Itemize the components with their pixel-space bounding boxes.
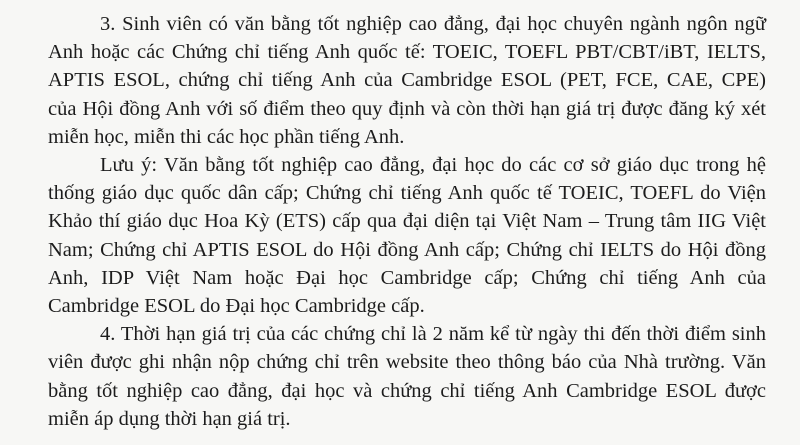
text-line: 3. Sinh viên có văn bằng tốt nghiệp cao đẳng, đại học chuyên ngành ngôn ngữ	[100, 13, 766, 35]
text-line: 4. Thời hạn giá trị của các chứng chỉ là 2 năm kể từ ngày thi đến thời điểm sinh	[100, 323, 766, 346]
text-line: miễn học, miễn thi các học phần tiếng Anh.	[48, 125, 405, 148]
text-line: viên được ghi nhận nộp chứng chỉ trên website theo thông báo của Nhà trường. Văn	[48, 351, 766, 374]
text-line: miễn áp dụng thời hạn giá trị.	[48, 407, 291, 430]
text-line: APTIS ESOL, chứng chỉ tiếng Anh của Cambridge ESOL (PET, FCE, CAE, CPE)	[48, 69, 766, 92]
text-line: bằng tốt nghiệp cao đẳng, đại học và chứng chỉ tiếng Anh Cambridge ESOL được	[48, 379, 766, 402]
paragraph-item-4	[48, 320, 776, 433]
paragraph-note	[48, 151, 776, 320]
text-line: Anh, IDP Việt Nam hoặc Đại học Cambridge cấp; Chứng chỉ tiếng Anh của	[48, 266, 766, 289]
text-line: Cambridge ESOL do Đại học Cambridge cấp.	[48, 295, 425, 318]
text-line: Anh hoặc các Chứng chỉ tiếng Anh quốc tế: TOEIC, TOEFL PBT/CBT/iBT, IELTS,	[48, 41, 766, 64]
paragraph-item-3	[48, 10, 776, 151]
text-line: Lưu ý: Văn bằng tốt nghiệp cao đẳng, đại học do các cơ sở giáo dục trong hệ	[100, 154, 766, 177]
text-line: Khảo thí giáo dục Hoa Kỳ (ETS) cấp qua đại diện tại Việt Nam – Trung tâm IIG Việt	[48, 210, 766, 233]
text-line: thống giáo dục quốc dân cấp; Chứng chỉ tiếng Anh quốc tế TOEIC, TOEFL do Viện	[48, 182, 766, 205]
text-line: Nam; Chứng chỉ APTIS ESOL do Hội đồng Anh cấp; Chứng chỉ IELTS do Hội đồng	[48, 238, 766, 261]
text-line: của Hội đồng Anh với số điểm theo quy định và còn thời hạn giá trị được đăng ký xét	[48, 97, 766, 120]
